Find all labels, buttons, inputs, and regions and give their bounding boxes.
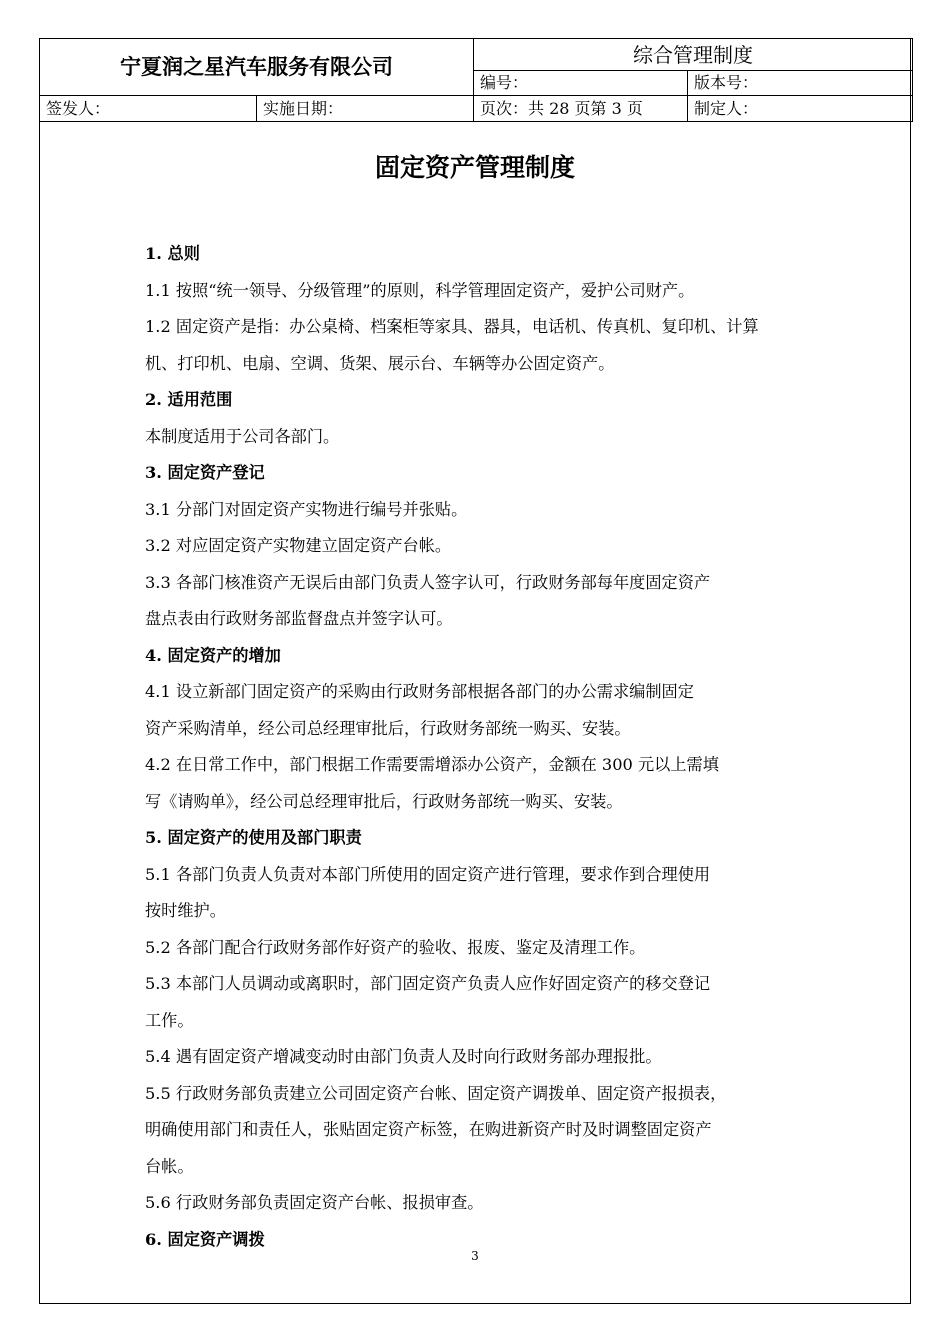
body-line: 3.1 分部门对固定资产实物进行编号并张贴。 xyxy=(145,499,468,519)
body-line: 5.6 行政财务部负责固定资产台帐、报损审查。 xyxy=(145,1193,484,1212)
body-line: 按时维护。 xyxy=(145,901,226,920)
body-line: 1.1 按照“统一领导、分级管理”的原则，科学管理固定资产，爱护公司财产。 xyxy=(145,280,695,300)
header-table xyxy=(39,38,913,122)
body-line: 1.2 固定资产是指：办公桌椅、档案柜等家具、器具，电话机、传真机、复印机、计算 xyxy=(145,317,759,336)
section-heading: 1. 总则 xyxy=(145,244,200,263)
section-heading: 2. 适用范围 xyxy=(145,390,233,409)
document-body xyxy=(145,236,809,1258)
body-line: 3.2 对应固定资产实物建立固定资产台帐。 xyxy=(145,536,452,555)
body-line: 5.4 遇有固定资产增减变动时由部门负责人及时向行政财务部办理报批。 xyxy=(145,1047,662,1066)
section-heading: 6. 固定资产调拨 xyxy=(145,1229,265,1249)
body-line: 机、打印机、电扇、空调、货架、展示台、车辆等办公固定资产。 xyxy=(145,353,615,373)
effective-date-label: 实施日期： xyxy=(257,96,474,122)
body-line: 4.1 设立新部门固定资产的采购由行政财务部根据各部门的办公需求编制固定 xyxy=(145,682,694,701)
body-line: 工作。 xyxy=(145,1010,194,1030)
body-line: 明确使用部门和责任人，张贴固定资产标签，在购进新资产时及时调整固定资产 xyxy=(145,1120,712,1139)
section-heading: 5. 固定资产的使用及部门职责 xyxy=(145,828,362,847)
system-name: 综合管理制度 xyxy=(474,39,913,71)
body-line: 写《请购单》，经公司总经理审批后，行政财务部统一购买、安装。 xyxy=(145,791,623,811)
body-line: 5.2 各部门配合行政财务部作好资产的验收、报废、鉴定及清理工作。 xyxy=(145,937,646,957)
section-heading: 3. 固定资产登记 xyxy=(145,463,265,482)
body-line: 5.5 行政财务部负责建立公司固定资产台帐、固定资产调拨单、固定资产报损表， xyxy=(145,1083,727,1103)
page-info: 页次：共 28 页第 3 页 xyxy=(474,96,688,122)
body-line: 5.3 本部门人员调动或离职时，部门固定资产负责人应作好固定资产的移交登记 xyxy=(145,974,711,993)
section-heading: 4. 固定资产的增加 xyxy=(145,645,281,665)
author-label: 制定人： xyxy=(688,96,913,122)
version-label: 版本号： xyxy=(688,71,913,96)
body-line: 3.3 各部门核准资产无误后由部门负责人签字认可，行政财务部每年度固定资产 xyxy=(145,572,711,592)
body-line: 5.1 各部门负责人负责对本部门所使用的固定资产进行管理，要求作到合理使用 xyxy=(145,864,711,884)
doc-number-label: 编号： xyxy=(474,71,688,96)
body-line: 台帐。 xyxy=(145,1156,194,1176)
page-number: 3 xyxy=(471,1249,479,1263)
body-line: 资产采购清单，经公司总经理审批后，行政财务部统一购买、安装。 xyxy=(145,718,631,738)
body-line: 本制度适用于公司各部门。 xyxy=(145,426,340,446)
company-name: 宁夏润之星汽车服务有限公司 xyxy=(40,39,474,96)
document-title: 固定资产管理制度 xyxy=(374,153,575,182)
body-line: 4.2 在日常工作中，部门根据工作需要需增添办公资产，金额在 300 元以上需填 xyxy=(145,755,719,774)
issuer-label: 签发人： xyxy=(40,96,257,122)
body-line: 盘点表由行政财务部监督盘点并签字认可。 xyxy=(145,609,453,628)
